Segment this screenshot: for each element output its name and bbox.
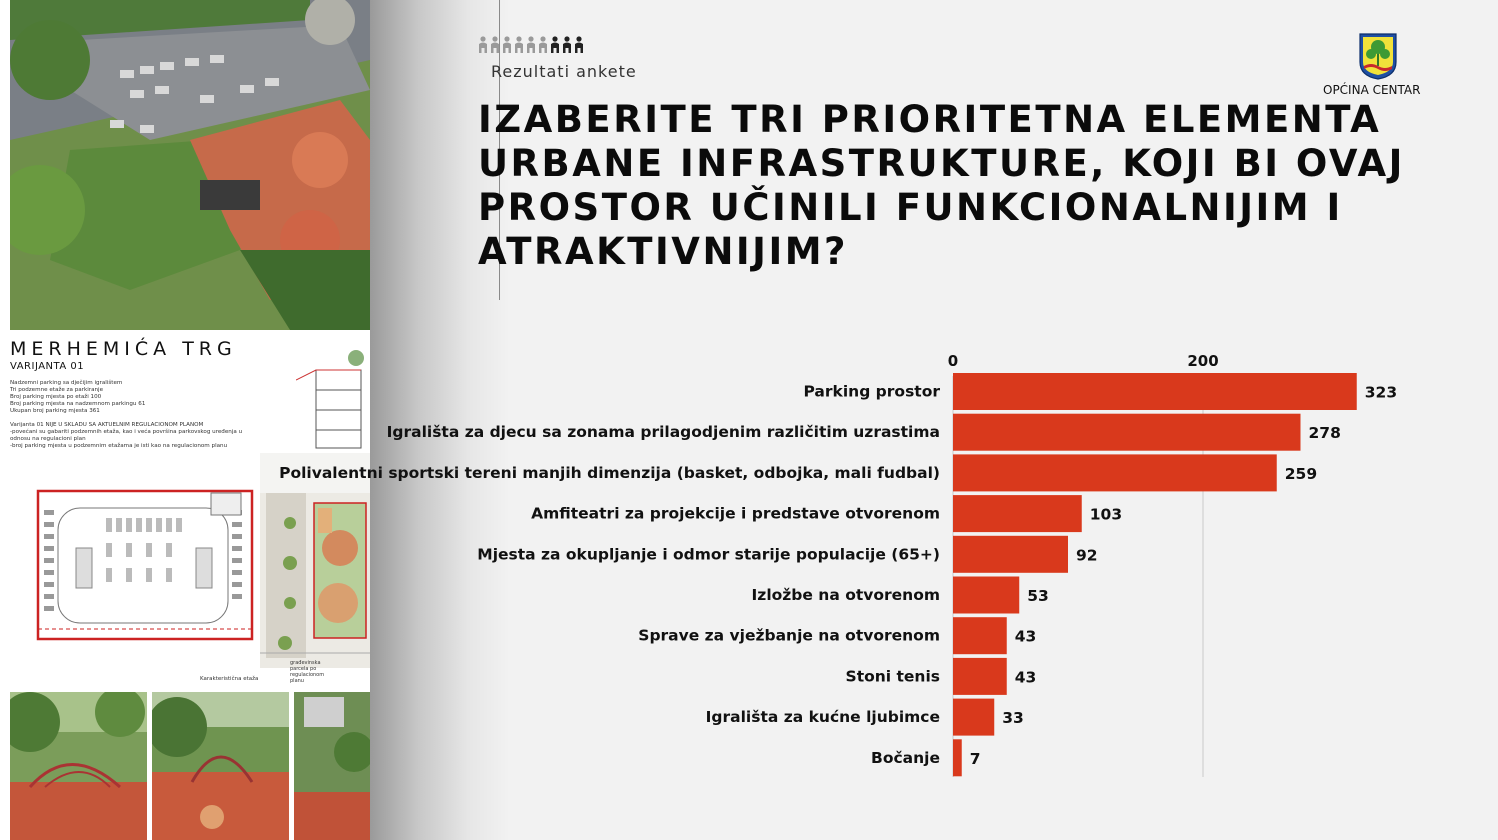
note-line: -broj parking mjesta u podzemnim etažama je isti kao na regulacionom planu bbox=[10, 443, 228, 449]
value-label: 278 bbox=[1308, 424, 1341, 443]
category-label: Igrališta za djecu sa zonama prilagodjenim različitim uzrastima bbox=[386, 423, 940, 442]
bar bbox=[953, 699, 994, 736]
note-line: Tri podzemne etaže za parkiranje bbox=[10, 387, 104, 393]
value-label: 259 bbox=[1284, 464, 1318, 483]
note-line: Ukupan broj parking mjesta 361 bbox=[10, 408, 100, 414]
category-label: Igrališta za kućne ljubimce bbox=[705, 708, 940, 727]
category-label: Stoni tenis bbox=[845, 667, 940, 686]
bar bbox=[953, 454, 1277, 491]
bar bbox=[953, 495, 1082, 532]
value-label: 33 bbox=[1002, 709, 1024, 728]
value-label: 43 bbox=[1014, 627, 1037, 646]
category-label: Bočanje bbox=[871, 748, 940, 767]
note-line: Nadzemni parking sa dječijim igralištem bbox=[10, 380, 123, 386]
note-line: Varijanta 01 NIJE U SKLADU SA AKTUELNIM REGULACIONOM PLANOM bbox=[10, 422, 204, 428]
category-label: Mjesta za okupljanje i odmor starije populacije (65+) bbox=[477, 545, 940, 564]
category-labels bbox=[279, 383, 940, 767]
survey-label: Rezultati ankete bbox=[491, 62, 637, 81]
legend-line: regulacionom bbox=[290, 672, 325, 678]
x-tick-label: 0 bbox=[947, 352, 959, 370]
category-label: Izložbe na otvorenom bbox=[751, 586, 940, 604]
poster-variant: VARIJANTA 01 bbox=[10, 361, 85, 372]
value-label: 103 bbox=[1089, 505, 1123, 524]
plan-caption: Karakteristična etaža bbox=[200, 676, 259, 682]
note-line: Broj parking mjesta po etaži 100 bbox=[10, 394, 102, 400]
category-label: Parking prostor bbox=[803, 382, 940, 401]
value-label: 7 bbox=[969, 749, 981, 768]
value-label: 92 bbox=[1076, 546, 1098, 565]
bar bbox=[953, 739, 962, 776]
category-label: Amfiteatri za projekcije i predstave otvorenom bbox=[531, 504, 940, 523]
value-label: 53 bbox=[1027, 587, 1049, 605]
bar bbox=[953, 617, 1007, 654]
bar bbox=[953, 536, 1068, 573]
note-line: odnosu na regulacioni plan bbox=[10, 436, 86, 442]
value-label: 43 bbox=[1014, 668, 1037, 687]
legend-line: parcela po bbox=[290, 666, 317, 672]
bar bbox=[953, 577, 1019, 614]
note-line: Broj parking mjesta na nadzemnom parkingu 61 bbox=[10, 401, 146, 407]
bar bbox=[953, 414, 1301, 451]
note-line: -povećani su gabariti podzemnih etaža, kao i veća površina parkovskog uređenja u bbox=[10, 429, 243, 435]
survey-question: IZABERITE TRI PRIORITETNA ELEMENTA URBANE INFRASTRUKTURE, KOJI BI OVAJ PROSTOR UČINILI FUNKCIONALNIJIM I ATRAKTIVNIJIM? bbox=[478, 98, 1405, 273]
legend-line: planu bbox=[290, 678, 304, 684]
legend-line: građevinska bbox=[290, 660, 321, 666]
x-axis-ticks bbox=[948, 352, 1219, 370]
category-label: Polivalentni sportski tereni manjih dimenzija (basket, odbojka, mali fudbal) bbox=[279, 463, 940, 482]
organization-name: OPĆINA CENTAR bbox=[1323, 83, 1421, 97]
bar bbox=[953, 658, 1007, 695]
category-label: Sprave za vježbanje na otvorenom bbox=[638, 626, 940, 645]
poster-title: MERHEMIĆA TRG bbox=[10, 338, 237, 360]
value-label: 323 bbox=[1364, 383, 1398, 402]
x-tick-label: 200 bbox=[1187, 352, 1219, 370]
bar bbox=[953, 373, 1357, 410]
